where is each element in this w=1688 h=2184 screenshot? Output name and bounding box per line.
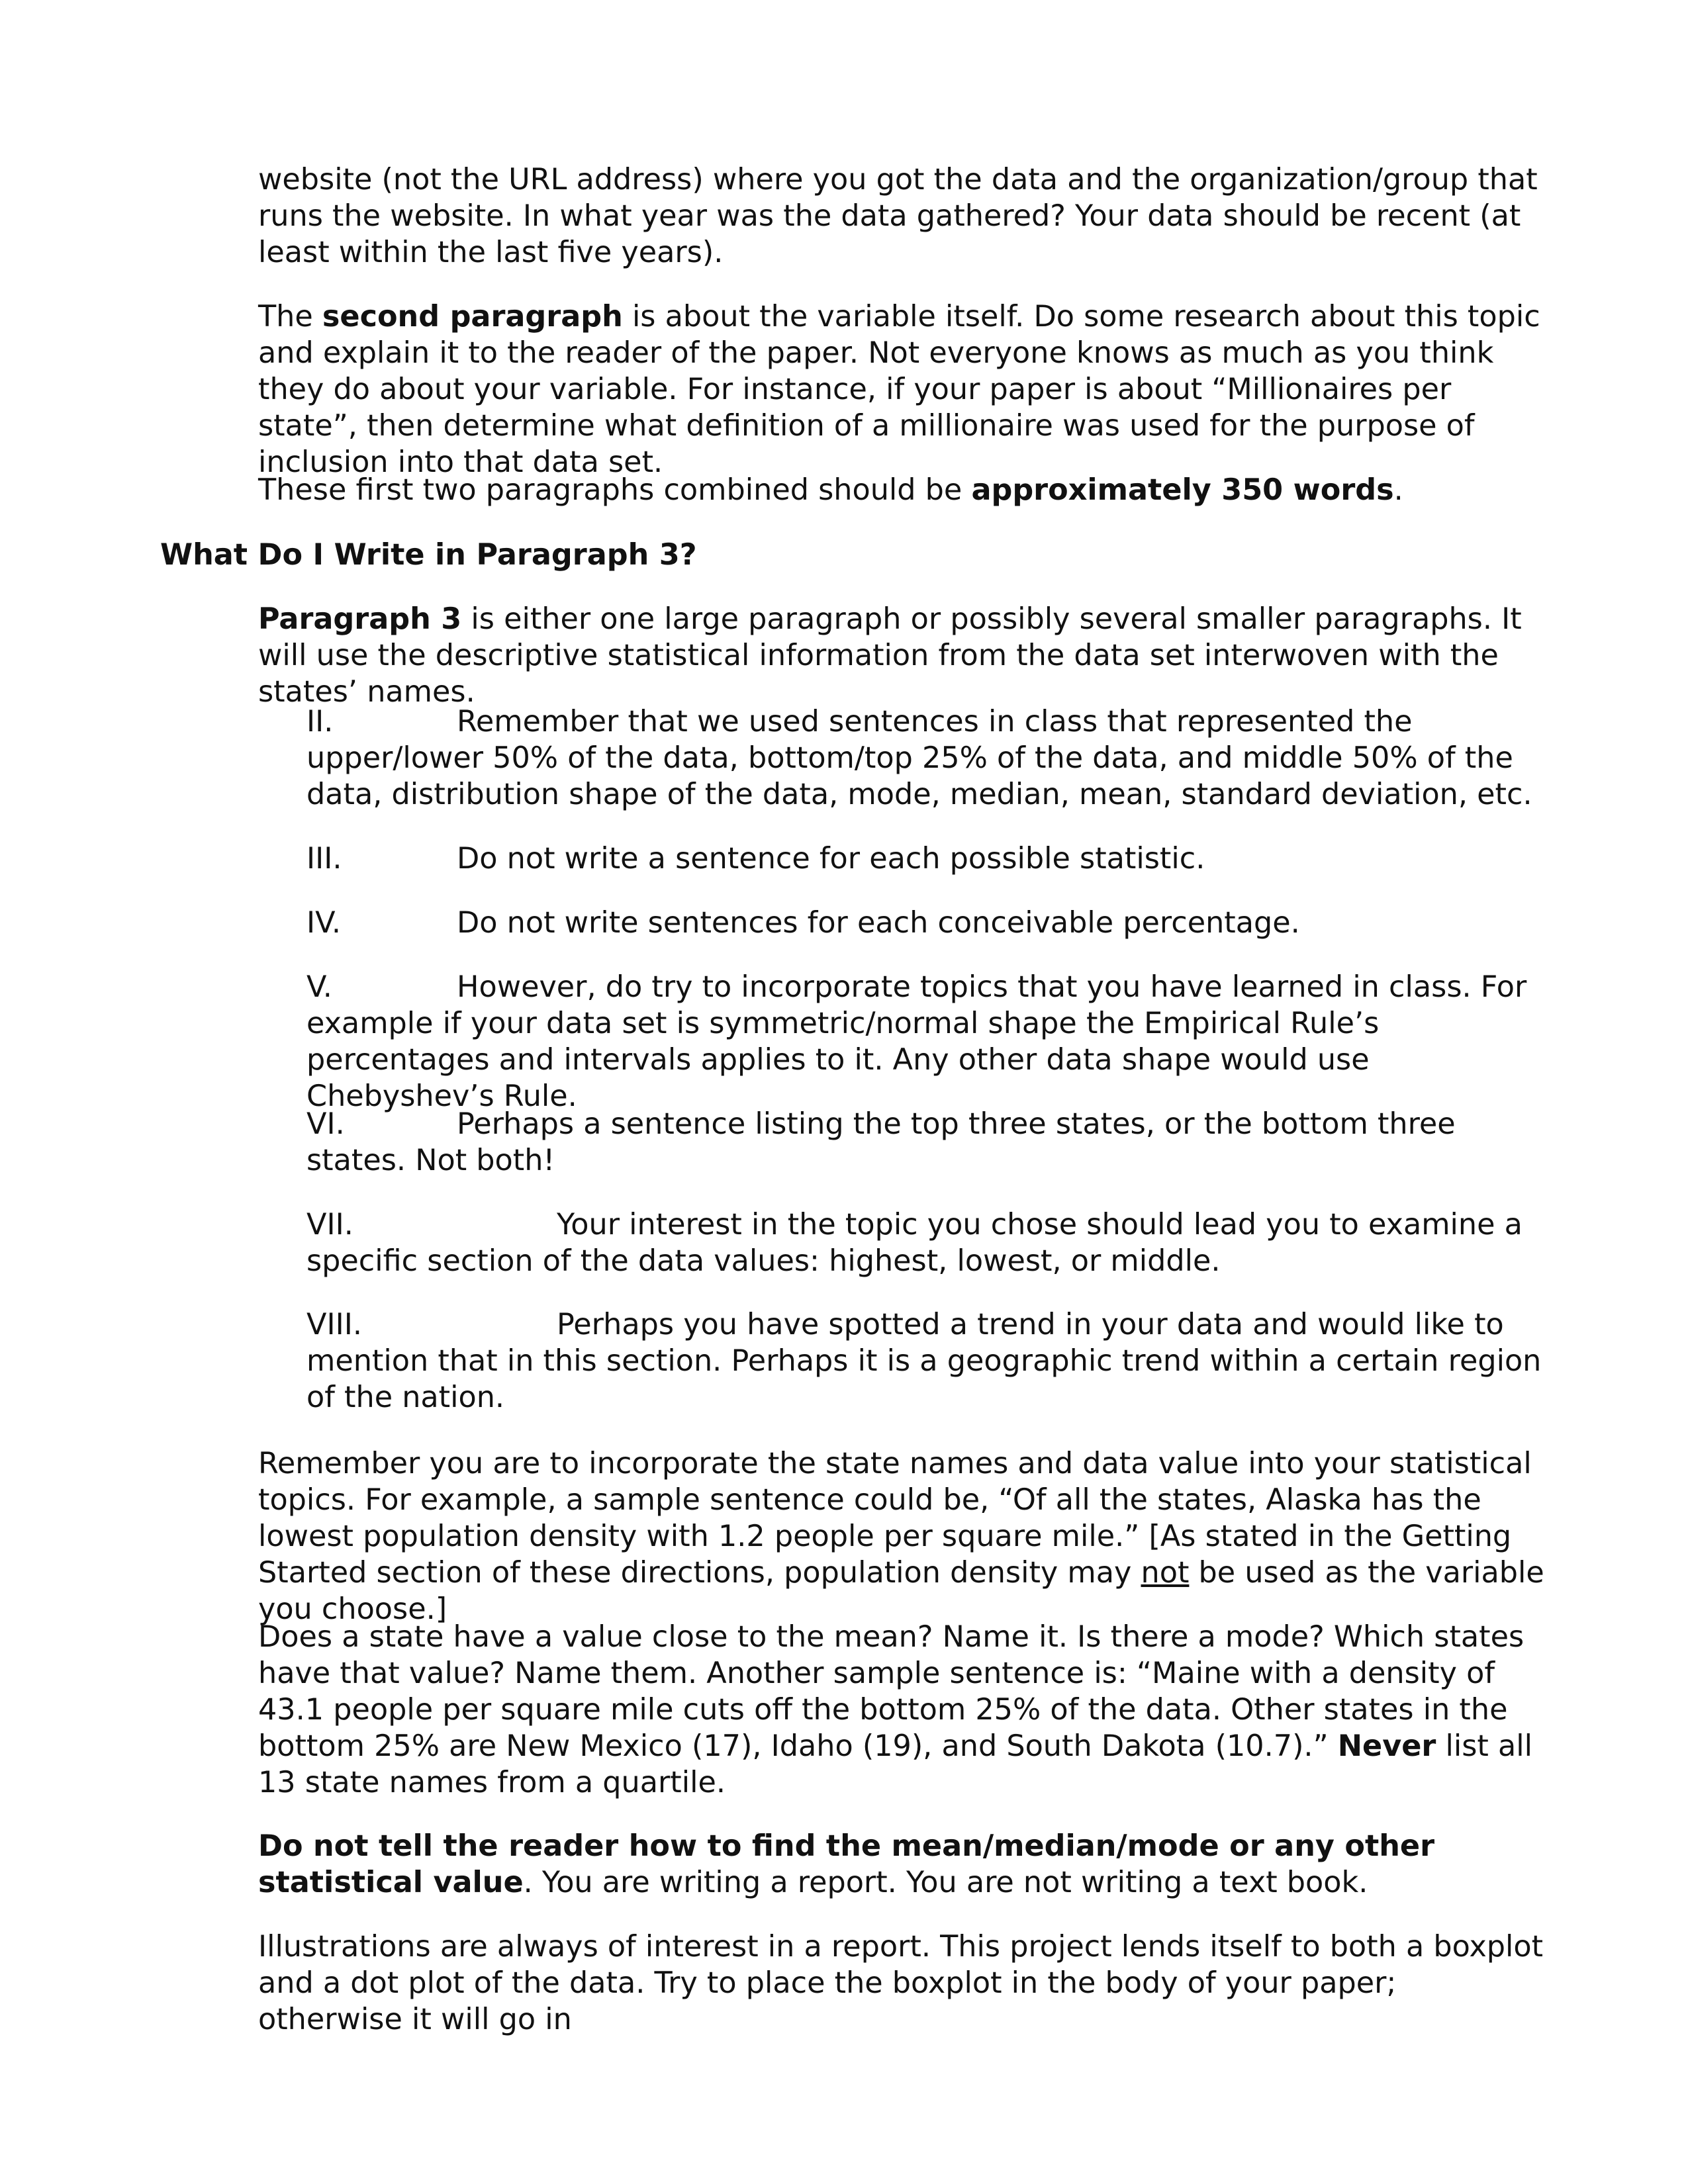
section-heading: What Do I Write in Paragraph 3? [160,538,697,572]
underlined-not: not [1141,1556,1190,1590]
list-item-number: VII. [306,1208,353,1242]
bold-word-count: approximately 350 words [971,473,1394,507]
list-item [306,841,1551,877]
list-item-number: V. [306,970,332,1004]
list-item-text: Remember that we used sentences in class that represented the upper/lower 50% of the data, bottom/top 25% of the data, and middle 50% of the data, distribution shape of the data, mode, median, mean, standard deviation, etc. [306,705,1532,811]
list-item [306,1306,1551,1416]
list-item-text: Do not write a sentence for each possible statistic. [457,842,1205,876]
intro-paragraph-1: website (not the URL address) where you got the data and the organization/group that runs the website. In what year was the data gathered? Your data should be recent (at least within the last five years). [258,163,1538,269]
list-item [306,704,1551,813]
intro-paragraph-3: These first two paragraphs combined should be approximately 350 words. [258,473,1403,507]
list-item-text: Your interest in the topic you chose should lead you to examine a specific section of the data values: highest, lowest, or middle. [306,1208,1523,1278]
illustrations-paragraph: Illustrations are always of interest in a report. This project lends itself to both a boxplot and a dot plot of the data. Try to place the boxplot in the body of your paper; otherwise it will go in [258,1930,1544,2036]
remember-paragraph: Remember you are to incorporate the state names and data value into your statistical topics. For example, a sample sentence could be, “Of all the states, Alaska has the lowest population density with 1.2 people per square mile.” [As stated in the Getting Started section of these directions, population density may not be used as the variable you choose.] [258,1447,1544,1626]
list-item [306,1106,1551,1179]
do-not-tell-paragraph: Do not tell the reader how to find the mean/median/mode or any other statistical value. You are writing a report. You are not writing a text book. [258,1829,1435,1899]
list-item-number: II. [306,705,334,739]
paragraph-3-lead: Paragraph 3 is either one large paragraph or possibly several smaller paragraphs. It will use the descriptive statistical information from the data set interwoven with the states’ names. [258,602,1522,709]
list-item-number: VIII. [306,1308,362,1342]
mean-mode-paragraph: Does a state have a value close to the mean? Name it. Is there a mode? Which states have that value? Name them. Another sample sentence is: “Maine with a density of 43.1 people per square mile cuts off the bottom 25% of the data. Other states in the bottom 25% are New Mexico (17), Idaho (19), and South Dakota (10.7).” Never list all 13 state names from a quartile. [258,1620,1532,1799]
list-item-number: III. [306,842,342,876]
bold-never: Never [1337,1729,1436,1763]
intro-paragraph-2: The second paragraph is about the variable itself. Do some research about this topic and explain it to the reader of the paper. Not everyone knows as much as you think they do about your variable. For instance, if your paper is about “Millionaires per state”, then determine what definition of a millionaire was used for the purpose of inclusion into that data set. [258,300,1540,479]
list-item [306,1206,1551,1279]
list-item-number: VI. [306,1107,345,1141]
list-item-number: IV. [306,906,341,940]
bold-second-paragraph: second paragraph [322,300,623,334]
bold-do-not-tell: Do not tell the reader how to find the mean/median/mode or any other statistical value [258,1829,1435,1899]
list-item-text: Perhaps you have spotted a trend in your data and would like to mention that in this section. Perhaps it is a geographic trend within a certain region of the nation. [306,1308,1542,1414]
bold-paragraph-3: Paragraph 3 [258,602,462,636]
list-item-text: Do not write sentences for each conceivable percentage. [457,906,1300,940]
list-item [306,969,1551,1115]
list-item [306,905,1551,941]
list-item-text: However, do try to incorporate topics that you have learned in class. For example if your data set is symmetric/normal shape the Empirical Rule’s percentages and intervals applies to it. Any other data shape would use Chebyshev’s Rule. [306,970,1527,1113]
list-item-text: Perhaps a sentence listing the top three states, or the bottom three states. Not both! [306,1107,1456,1177]
